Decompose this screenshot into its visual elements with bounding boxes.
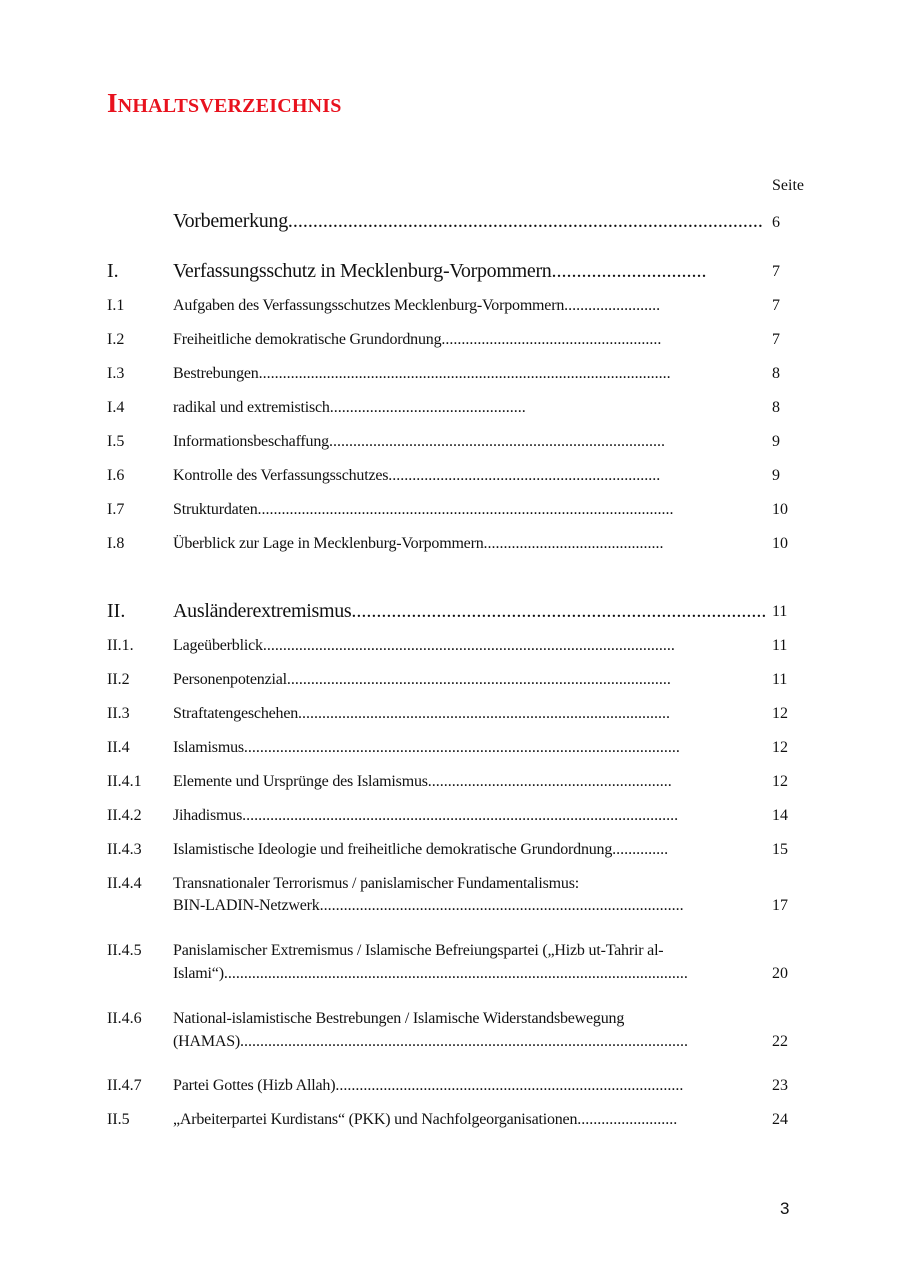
page-number: 3 <box>780 1199 790 1218</box>
toc-entry-text: Informationsbeschaffung.................................................................................... <box>173 433 665 450</box>
toc-entry-page: 7 <box>772 331 780 348</box>
toc-entry-text: Bestrebungen....................................................................................................... <box>173 365 671 382</box>
toc-entry-page: 9 <box>772 433 780 450</box>
toc-entry-number: I.3 <box>107 365 125 382</box>
toc-entry-text: Kontrolle des Verfassungsschutzes.................................................................... <box>173 467 661 484</box>
toc-entry-number: II.4.5 <box>107 942 142 959</box>
page-title <box>107 88 342 119</box>
toc-entry-page: 20 <box>772 965 788 982</box>
toc-entry-number: II.4 <box>107 739 130 756</box>
toc-entry-text: Islamistische Ideologie und freiheitliche demokratische Grundordnung.............. <box>173 841 669 858</box>
toc-entry-text: Islamismus............................................................................................................. <box>173 739 680 756</box>
toc-entry-number: I.1 <box>107 297 125 314</box>
toc-entry-page: 10 <box>772 535 788 552</box>
toc-entry-text: Vorbemerkung............................................................................................... <box>173 210 763 232</box>
toc-entry-page: 11 <box>772 637 788 654</box>
toc-entry-text: Transnationaler Terrorismus / panislamischer Fundamentalismus: <box>173 875 579 892</box>
toc-entry-page: 23 <box>772 1077 788 1094</box>
toc-entry-page: 12 <box>772 773 788 790</box>
toc-entry-number: II.4.2 <box>107 807 142 824</box>
toc-entry-page: 7 <box>772 263 780 280</box>
toc-entry-number: II.4.4 <box>107 875 142 892</box>
toc-entry-page: 7 <box>772 297 780 314</box>
toc-entry-number: II.2 <box>107 671 130 688</box>
toc-entry-text: Panislamischer Extremismus / Islamische Befreiungspartei („Hizb ut-Tahrir al- <box>173 942 664 959</box>
toc-entry-text: Aufgaben des Verfassungsschutzes Mecklenburg-Vorpommern........................ <box>173 297 661 314</box>
toc-entry-text-continued: BIN-LADIN-Netzwerk........................................................................................... <box>173 897 684 914</box>
toc-entry-number: I.6 <box>107 467 125 484</box>
toc-entry-number: II.4.3 <box>107 841 142 858</box>
toc-entry-text: Partei Gottes (Hizb Allah)....................................................................................... <box>173 1077 684 1094</box>
toc-entry-number: II.1. <box>107 637 134 654</box>
toc-entry-text: Elemente und Ursprünge des Islamismus............................................................. <box>173 773 672 790</box>
toc-entry-page: 17 <box>772 897 788 914</box>
toc-entry-number: I.5 <box>107 433 125 450</box>
toc-entry-page: 11 <box>772 603 788 620</box>
toc-entry-page: 9 <box>772 467 780 484</box>
toc-entry-text: National-islamistische Bestrebungen / Islamische Widerstandsbewegung <box>173 1010 625 1027</box>
toc-entry-number: II.4.6 <box>107 1010 142 1027</box>
toc-entry-text: Verfassungsschutz in Mecklenburg-Vorpommern............................... <box>173 260 707 282</box>
toc-entry-text-continued: Islami“).................................................................................................................... <box>173 965 688 982</box>
toc-entry-text: Jihadismus............................................................................................................. <box>173 807 679 824</box>
toc-entry-page: 15 <box>772 841 788 858</box>
toc-entry-text: Freiheitliche demokratische Grundordnung....................................................... <box>173 331 662 348</box>
toc-entry-page: 12 <box>772 705 788 722</box>
toc-entry-page: 12 <box>772 739 788 756</box>
toc-entry-page: 10 <box>772 501 788 518</box>
toc-entry-page: 14 <box>772 807 788 824</box>
toc-entry-page: 22 <box>772 1033 788 1050</box>
title-rest: NHALTSVERZEICHNIS <box>117 95 342 117</box>
toc-entry-number: II.5 <box>107 1111 130 1128</box>
toc-entry-number: II.3 <box>107 705 130 722</box>
title-initial: I <box>107 88 118 118</box>
toc-entry-text: Lageüberblick....................................................................................................... <box>173 637 675 654</box>
toc-entry-text: Strukturdaten........................................................................................................ <box>173 501 674 518</box>
toc-entry-number: I.8 <box>107 535 125 552</box>
toc-entry-page: 24 <box>772 1111 788 1128</box>
toc-entry-text: Überblick zur Lage in Mecklenburg-Vorpommern............................................. <box>173 535 664 552</box>
toc-entry-number: II.4.7 <box>107 1077 142 1094</box>
toc-entry-page: 6 <box>772 214 780 231</box>
toc-entry-number: II.4.1 <box>107 773 142 790</box>
toc-entry-text: radikal und extremistisch................................................. <box>173 399 526 416</box>
toc-entry-number: I.2 <box>107 331 125 348</box>
toc-entry-page: 11 <box>772 671 788 688</box>
toc-entry-text: „Arbeiterpartei Kurdistans“ (PKK) und Nachfolgeorganisationen......................... <box>173 1111 678 1128</box>
toc-entry-text: Personenpotenzial................................................................................................ <box>173 671 671 688</box>
toc-entry-page: 8 <box>772 399 780 416</box>
toc-entry-number: I.4 <box>107 399 125 416</box>
toc-entry-number: II. <box>107 600 126 622</box>
toc-entry-page: 8 <box>772 365 780 382</box>
toc-entry-text: Ausländerextremismus................................................................................... <box>173 600 767 622</box>
toc-entry-text: Straftatengeschehen............................................................................................. <box>173 705 671 722</box>
toc-entry-text-continued: (HAMAS)................................................................................................................ <box>173 1033 689 1050</box>
toc-entry-number: I.7 <box>107 501 125 518</box>
page-column-header: Seite <box>772 177 804 194</box>
toc-entry-number: I. <box>107 260 119 282</box>
